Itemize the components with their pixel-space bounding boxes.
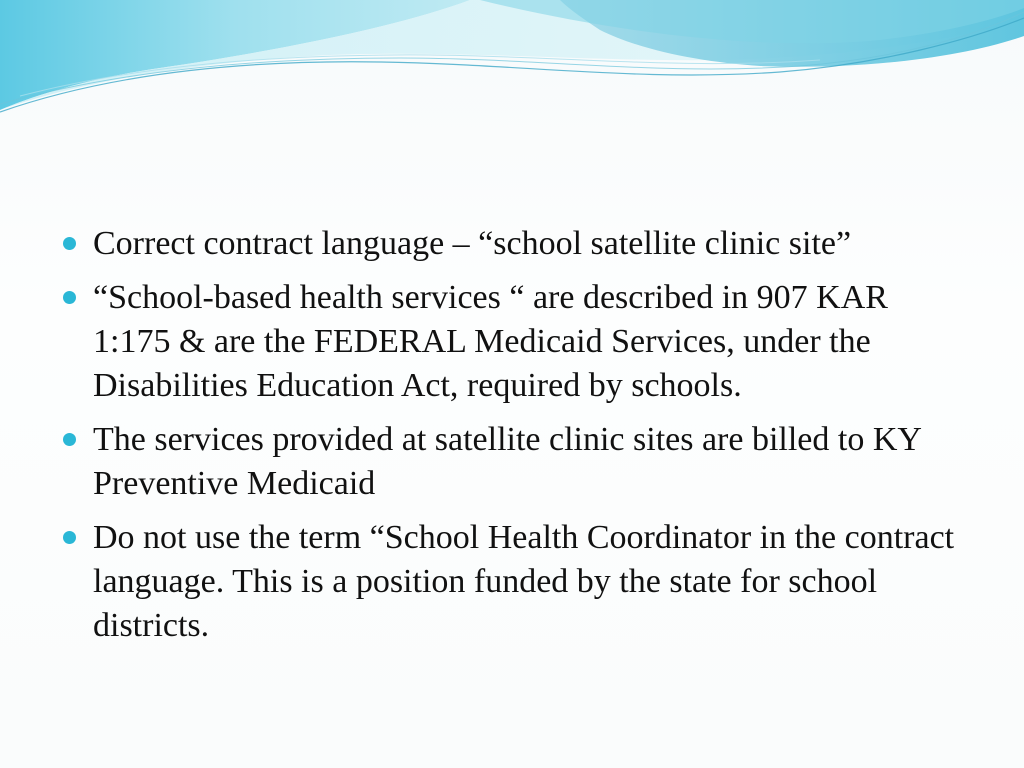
bullet-dot-icon — [63, 291, 76, 304]
bullet-text: Do not use the term “School Health Coordinator in the contract language. This is a position funded by the state for school districts. — [93, 519, 955, 644]
bullet-text: The services provided at satellite clinic sites are billed to KY Preventive Medicaid — [93, 421, 921, 502]
bullet-list — [58, 222, 968, 658]
bullet-item — [58, 222, 968, 266]
bullet-dot-icon — [63, 237, 76, 250]
wave-header-decoration — [0, 0, 1024, 130]
bullet-text: “School-based health services “ are described in 907 KAR 1:175 & are the FEDERAL Medicaid Services, under the Disabilities Education Act, required by schools. — [93, 279, 888, 404]
bullet-item — [58, 516, 968, 648]
bullet-dot-icon — [63, 433, 76, 446]
bullet-dot-icon — [63, 531, 76, 544]
bullet-item — [58, 418, 968, 506]
bullet-item — [58, 276, 968, 408]
bullet-text: Correct contract language – “school satellite clinic site” — [93, 225, 852, 262]
